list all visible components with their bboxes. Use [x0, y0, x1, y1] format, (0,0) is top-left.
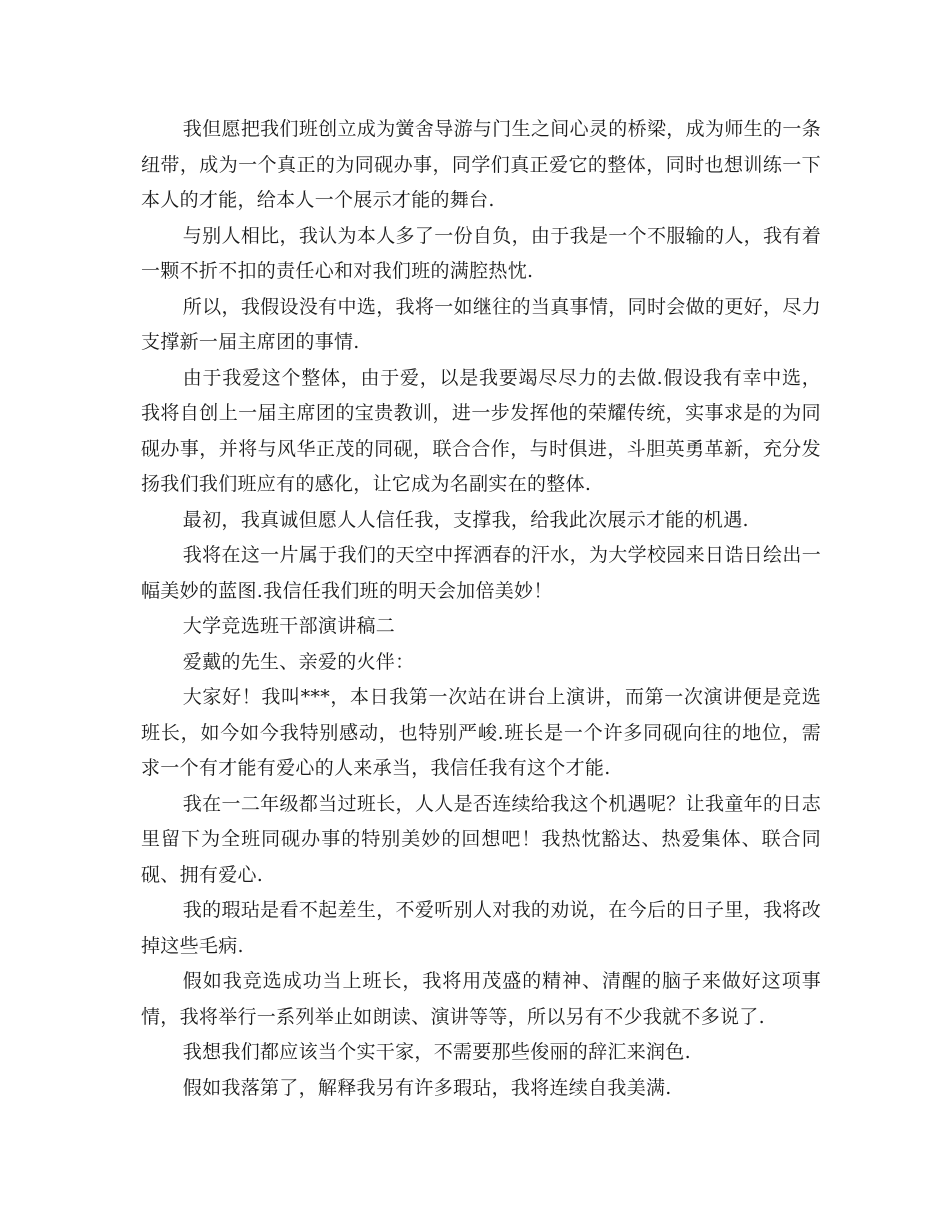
paragraph: 我在一二年级都当过班长，人人是否连续给我这个机遇呢？让我童年的日志里留下为全班同砚办事的特别美妙的回想吧！我热忱豁达、热爱集体、联合同砚、拥有爱心.	[141, 792, 821, 886]
paragraph: 假如我落第了，解释我另有许多瑕玷，我将连续自我美满.	[182, 1076, 672, 1099]
paragraph: 我的瑕玷是看不起差生，不爱听别人对我的劝说，在今后的日子里，我将改掉这些毛病.	[141, 899, 821, 957]
paragraph: 与别人相比，我认为本人多了一份自负，由于我是一个不服输的人，我有着一颗不折不扣的责任心和对我们班的满腔热忱.	[141, 224, 821, 282]
paragraph: 假如我竞选成功当上班长，我将用茂盛的精神、清醒的脑子来做好这项事情，我将举行一系列举止如朗读、演讲等等，所以另有不少我就不多说了.	[141, 970, 821, 1028]
paragraph: 由于我爱这个整体，由于爱，以是我要竭尽尽力的去做.假设我有幸中选，我将自创上一届主席团的宝贵教训，进一步发挥他的荣耀传统，实事求是的为同砚办事，并将与风华正茂的同砚，联合合作，与时俱进，斗胆英勇革新，充分发扬我们我们班应有的感化，让它成为名副实在的整体.	[141, 366, 821, 495]
salutation: 爱戴的先生、亲爱的火伴：	[182, 650, 415, 673]
paragraph: 所以，我假设没有中选，我将一如继往的当真事情，同时会做的更好，尽力支撑新一届主席团的事情.	[141, 295, 821, 353]
paragraph: 我想我们都应该当个实干家，不需要那些俊丽的辞汇来润色.	[182, 1041, 691, 1063]
document-body	[141, 112, 821, 1106]
paragraph: 大家好！我叫***，本日我第一次站在讲台上演讲，而第一次演讲便是竞选班长，如今如今我特别感动，也特别严峻.班长是一个许多同砚向往的地位，需求一个有才能有爱心的人来承当，我信任我有这个才能.	[141, 686, 821, 779]
paragraph: 我但愿把我们班创立成为黉舍导游与门生之间心灵的桥梁，成为师生的一条纽带，成为一个真正的为同砚办事，同学们真正爱它的整体，同时也想训练一下本人的才能，给本人一个展示才能的舞台.	[141, 118, 821, 211]
paragraph: 我将在这一片属于我们的天空中挥洒春的汗水，为大学校园来日诰日绘出一幅美妙的蓝图.我信任我们班的明天会加倍美妙！	[141, 544, 821, 602]
section-title: 大学竞选班干部演讲稿二	[182, 615, 396, 637]
paragraph: 最初，我真诚但愿人人信任我，支撑我，给我此次展示才能的机遇.	[182, 508, 749, 531]
